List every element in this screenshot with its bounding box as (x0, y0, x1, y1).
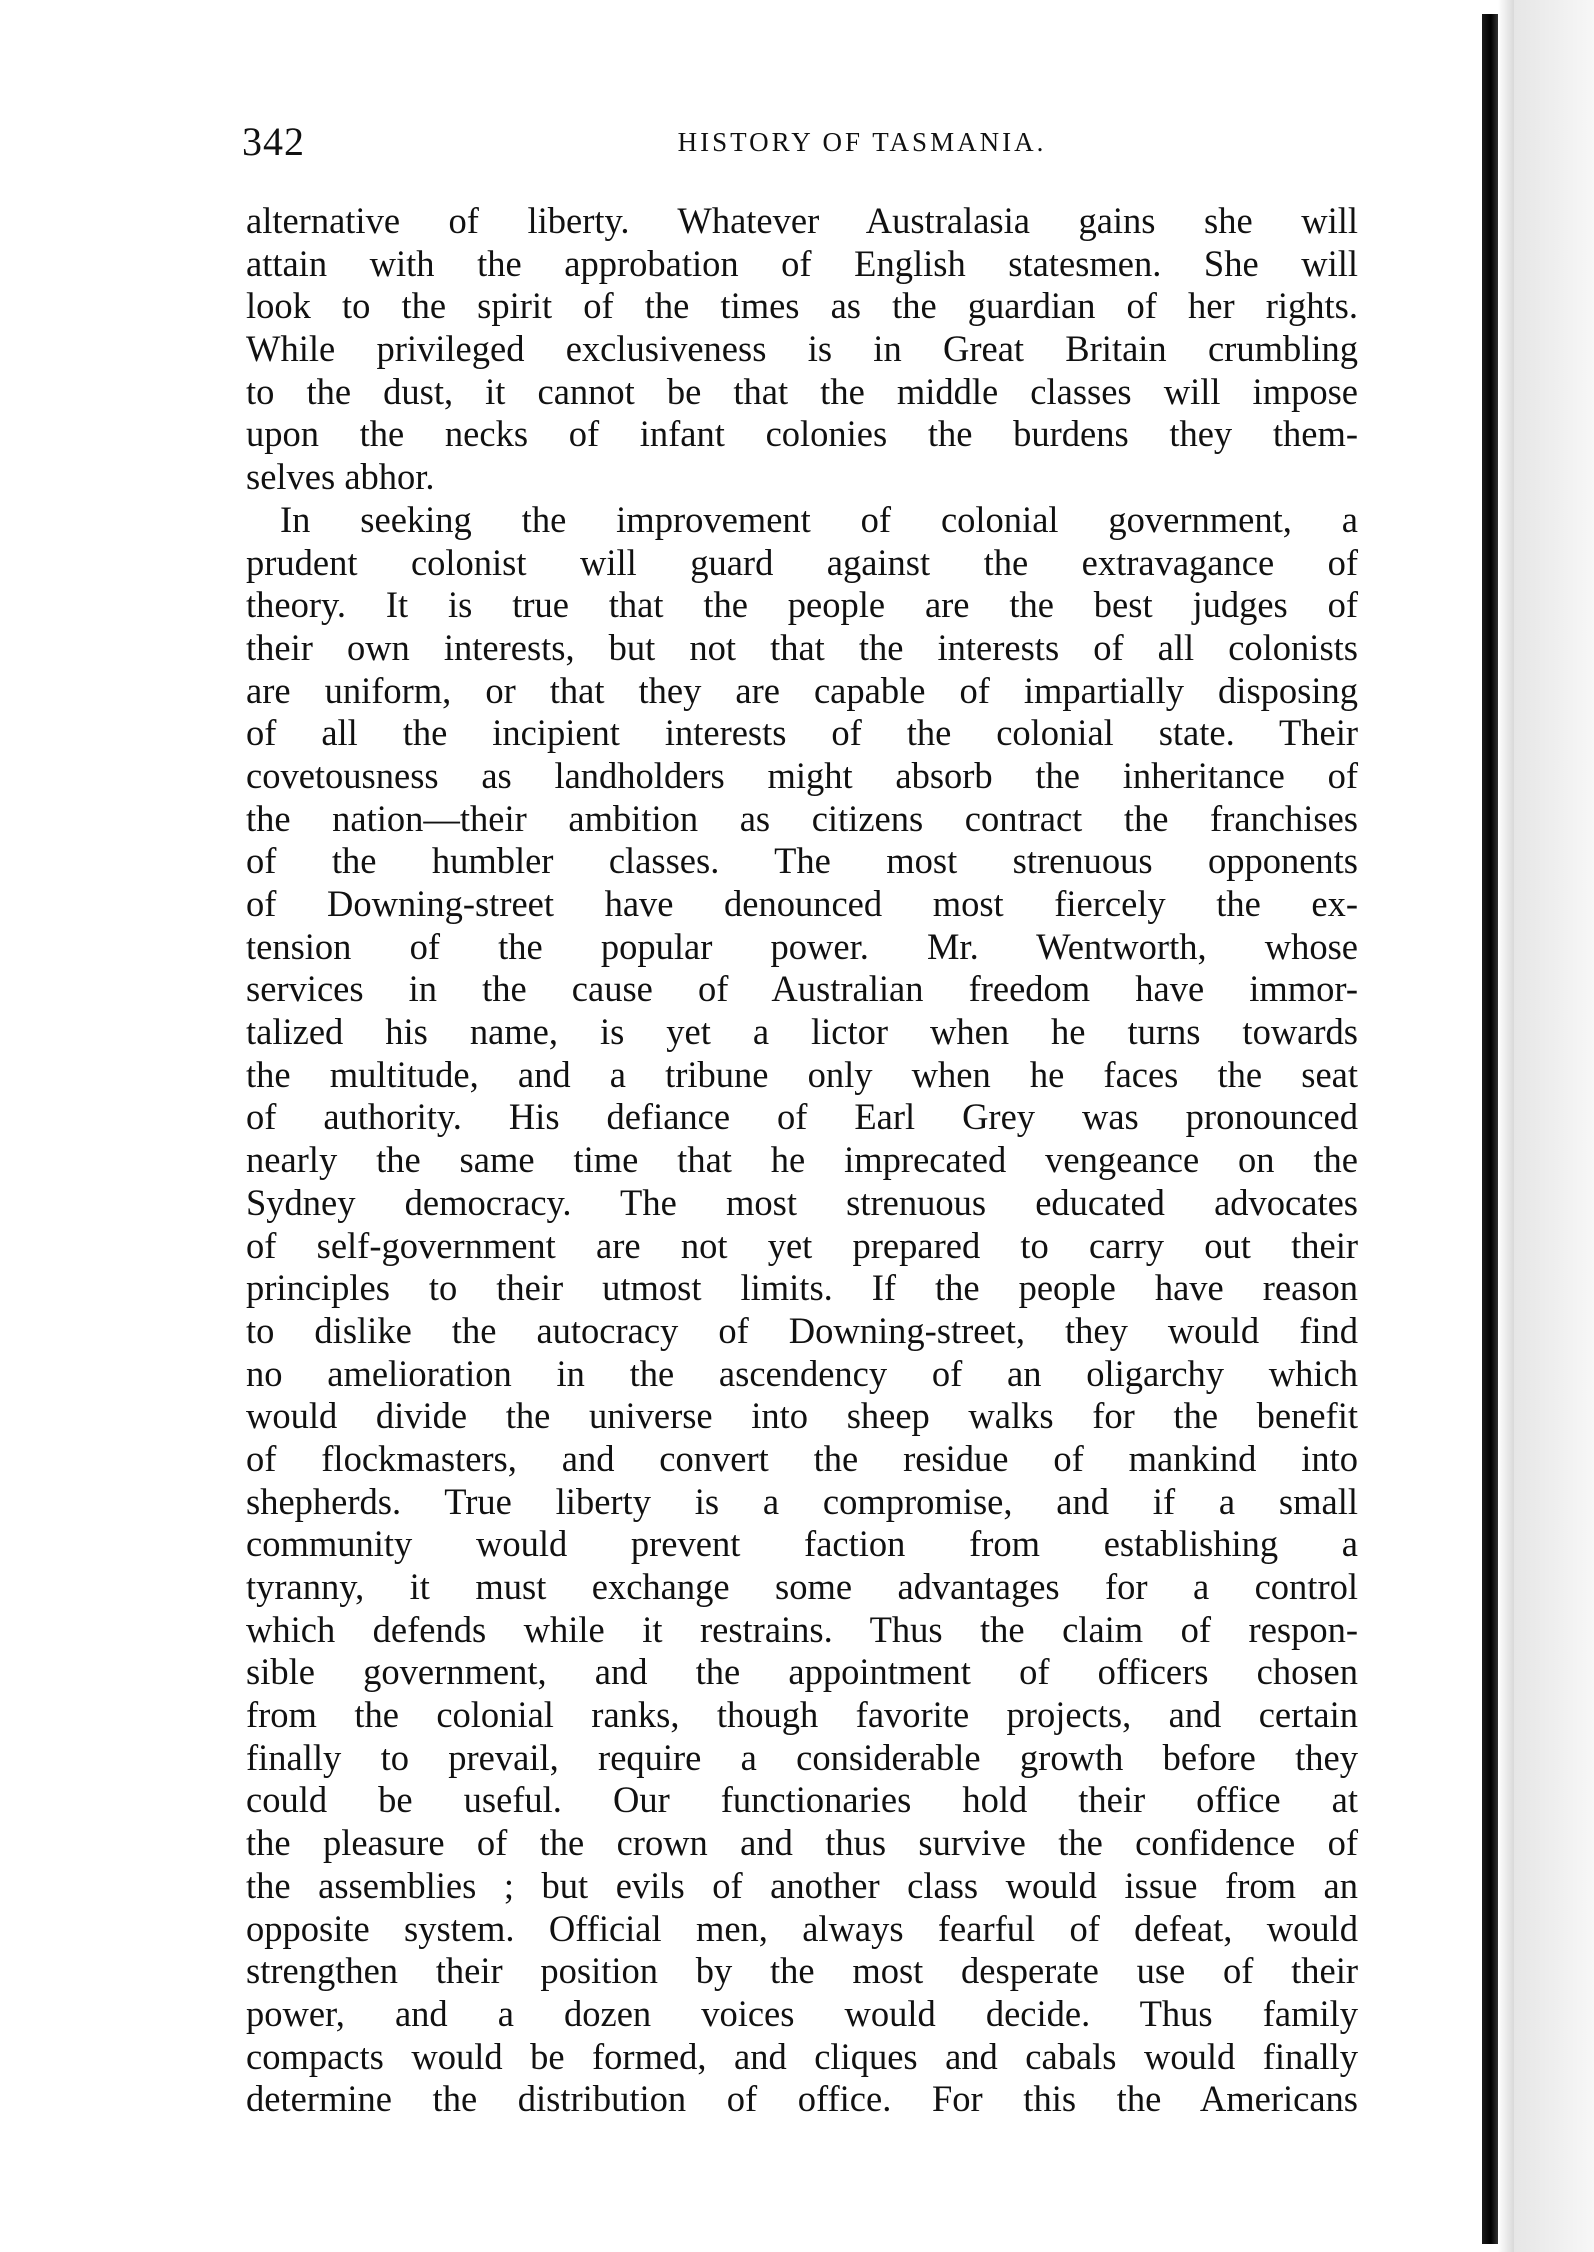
text-line: finally to prevail, require a considerable growth before they (246, 1736, 1358, 1778)
text-line: from the colonial ranks, though favorite projects, and certain (246, 1694, 1358, 1736)
text-line: which defends while it restrains. Thus the claim of respon- (246, 1608, 1358, 1650)
text-line: While privileged exclusiveness is in Great Britain crumbling (246, 328, 1358, 370)
text-line: to dislike the autocracy of Downing-street, they would find (246, 1309, 1358, 1351)
page-number: 342 (242, 119, 305, 164)
text-line: covetousness as landholders might absorb the inheritance of (246, 754, 1358, 796)
text-line: theory. It is true that the people are the best judges of (246, 584, 1358, 626)
page-edge (1514, 0, 1594, 2252)
text-line: principles to their utmost limits. If the people have reason (246, 1267, 1358, 1309)
text-line: the nation—their ambition as citizens contract the franchises (246, 797, 1358, 839)
text-line: services in the cause of Australian freedom have immor- (246, 968, 1358, 1010)
text-line: shepherds. True liberty is a compromise, and if a small (246, 1480, 1358, 1522)
text-line: of self-government are not yet prepared to carry out their (246, 1224, 1358, 1266)
running-title: HISTORY OF TASMANIA. (677, 127, 1047, 157)
text-line: would divide the universe into sheep walks for the benefit (246, 1395, 1358, 1437)
text-line: to the dust, it cannot be that the middle classes will impose (246, 370, 1358, 412)
text-line: look to the spirit of the times as the guardian of her rights. (246, 285, 1358, 327)
text-line: of the humbler classes. The most strenuous opponents (246, 840, 1358, 882)
text-line: of all the incipient interests of the colonial state. Their (246, 712, 1358, 754)
text-line: determine the distribution of office. For this the Americans (246, 2078, 1358, 2120)
text-line: tension of the popular power. Mr. Wentworth, whose (246, 925, 1358, 967)
text-line: of Downing-street have denounced most fiercely the ex- (246, 883, 1358, 924)
book-spine (1482, 14, 1498, 2244)
text-line: tyranny, it must exchange some advantages for a control (246, 1566, 1358, 1607)
text-line: their own interests, but not that the interests of all colonists (246, 626, 1358, 668)
text-line: strengthen their position by the most desperate use of their (246, 1950, 1358, 1992)
text-line: upon the necks of infant colonies the burdens they them- (246, 413, 1358, 455)
text-line: opposite system. Official men, always fearful of defeat, would (246, 1907, 1358, 1949)
text-line: the pleasure of the crown and thus survive the confidence of (246, 1822, 1358, 1864)
text-line: sible government, and the appointment of officers chosen (246, 1651, 1358, 1693)
body-text (246, 200, 1358, 2121)
text-line: nearly the same time that he imprecated vengeance on the (246, 1139, 1358, 1181)
text-line: selves abhor. (246, 456, 435, 498)
text-line: compacts would be formed, and cliques and cabals would finally (246, 2035, 1358, 2077)
text-line: prudent colonist will guard against the extravagance of (246, 541, 1358, 583)
text-line: Sydney democracy. The most strenuous educated advocates (246, 1181, 1358, 1223)
text-line: of flockmasters, and convert the residue of mankind into (246, 1437, 1358, 1479)
paragraph-start-line: In seeking the improvement of colonial government, a (280, 498, 1358, 540)
text-line: community would prevent faction from establishing a (246, 1523, 1358, 1565)
gutter-shadow (1498, 0, 1514, 2252)
text-line: could be useful. Our functionaries hold their office at (246, 1779, 1358, 1821)
text-line: power, and a dozen voices would decide. Thus family (246, 1992, 1358, 2034)
text-line: talized his name, is yet a lictor when he turns towards (246, 1011, 1358, 1053)
text-line: no amelioration in the ascendency of an oligarchy which (246, 1352, 1358, 1394)
text-line: of authority. His defiance of Earl Grey was pronounced (246, 1096, 1358, 1138)
page-header (242, 112, 1362, 172)
text-line: are uniform, or that they are capable of impartially disposing (246, 669, 1358, 711)
text-line: the assemblies ; but evils of another class would issue from an (246, 1864, 1358, 1906)
text-line: alternative of liberty. Whatever Australasia gains she will (246, 200, 1358, 241)
text-line: the multitude, and a tribune only when he faces the seat (246, 1053, 1358, 1095)
text-line: attain with the approbation of English statesmen. She will (246, 242, 1358, 284)
